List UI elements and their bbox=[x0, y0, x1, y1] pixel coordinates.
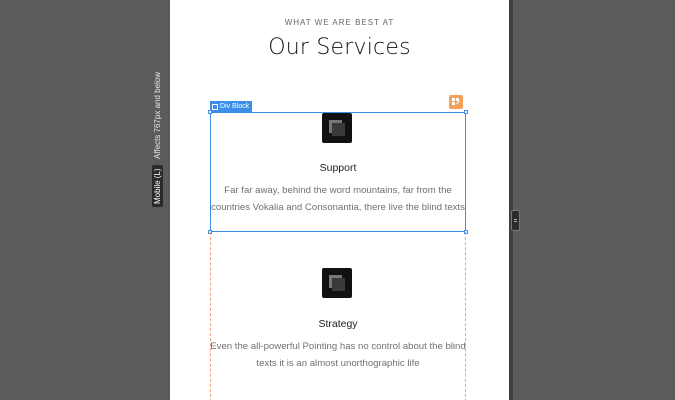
section-eyebrow: WHAT WE ARE BEST AT bbox=[284, 18, 395, 27]
breakpoint-affects-label: Affects 767px and below bbox=[153, 71, 162, 159]
canvas-resize-handle[interactable] bbox=[511, 210, 520, 231]
service-description: Far far away, behind the word mountains, far from the countries Vokalia and Consonantia, there live the blind texts bbox=[211, 185, 465, 213]
right-editor-gutter bbox=[509, 0, 675, 400]
breakpoint-labels bbox=[147, 71, 167, 210]
layered-square-icon bbox=[322, 113, 352, 143]
design-canvas bbox=[170, 0, 509, 400]
element-tag[interactable] bbox=[210, 101, 252, 112]
div-block-icon bbox=[212, 104, 218, 110]
resize-handle-top-right[interactable] bbox=[464, 110, 468, 114]
section-heading: Our Services bbox=[268, 35, 411, 60]
left-editor-gutter bbox=[0, 0, 170, 400]
element-tag-label: Div Block bbox=[220, 103, 250, 110]
guide-line-right bbox=[465, 232, 466, 400]
service-title: Strategy bbox=[318, 318, 358, 330]
service-description: Even the all-powerful Pointing has no control about the blind texts it is an almost unorthographic life bbox=[210, 341, 466, 369]
canvas-right-edge bbox=[509, 0, 513, 400]
service-title: Support bbox=[319, 162, 357, 174]
edit-component-icon[interactable] bbox=[449, 95, 463, 109]
guide-line-left bbox=[210, 232, 211, 400]
breakpoint-badge[interactable]: Mobile (L) bbox=[152, 165, 163, 207]
resize-handle-top-left[interactable] bbox=[208, 110, 212, 114]
layered-square-icon bbox=[322, 268, 352, 298]
